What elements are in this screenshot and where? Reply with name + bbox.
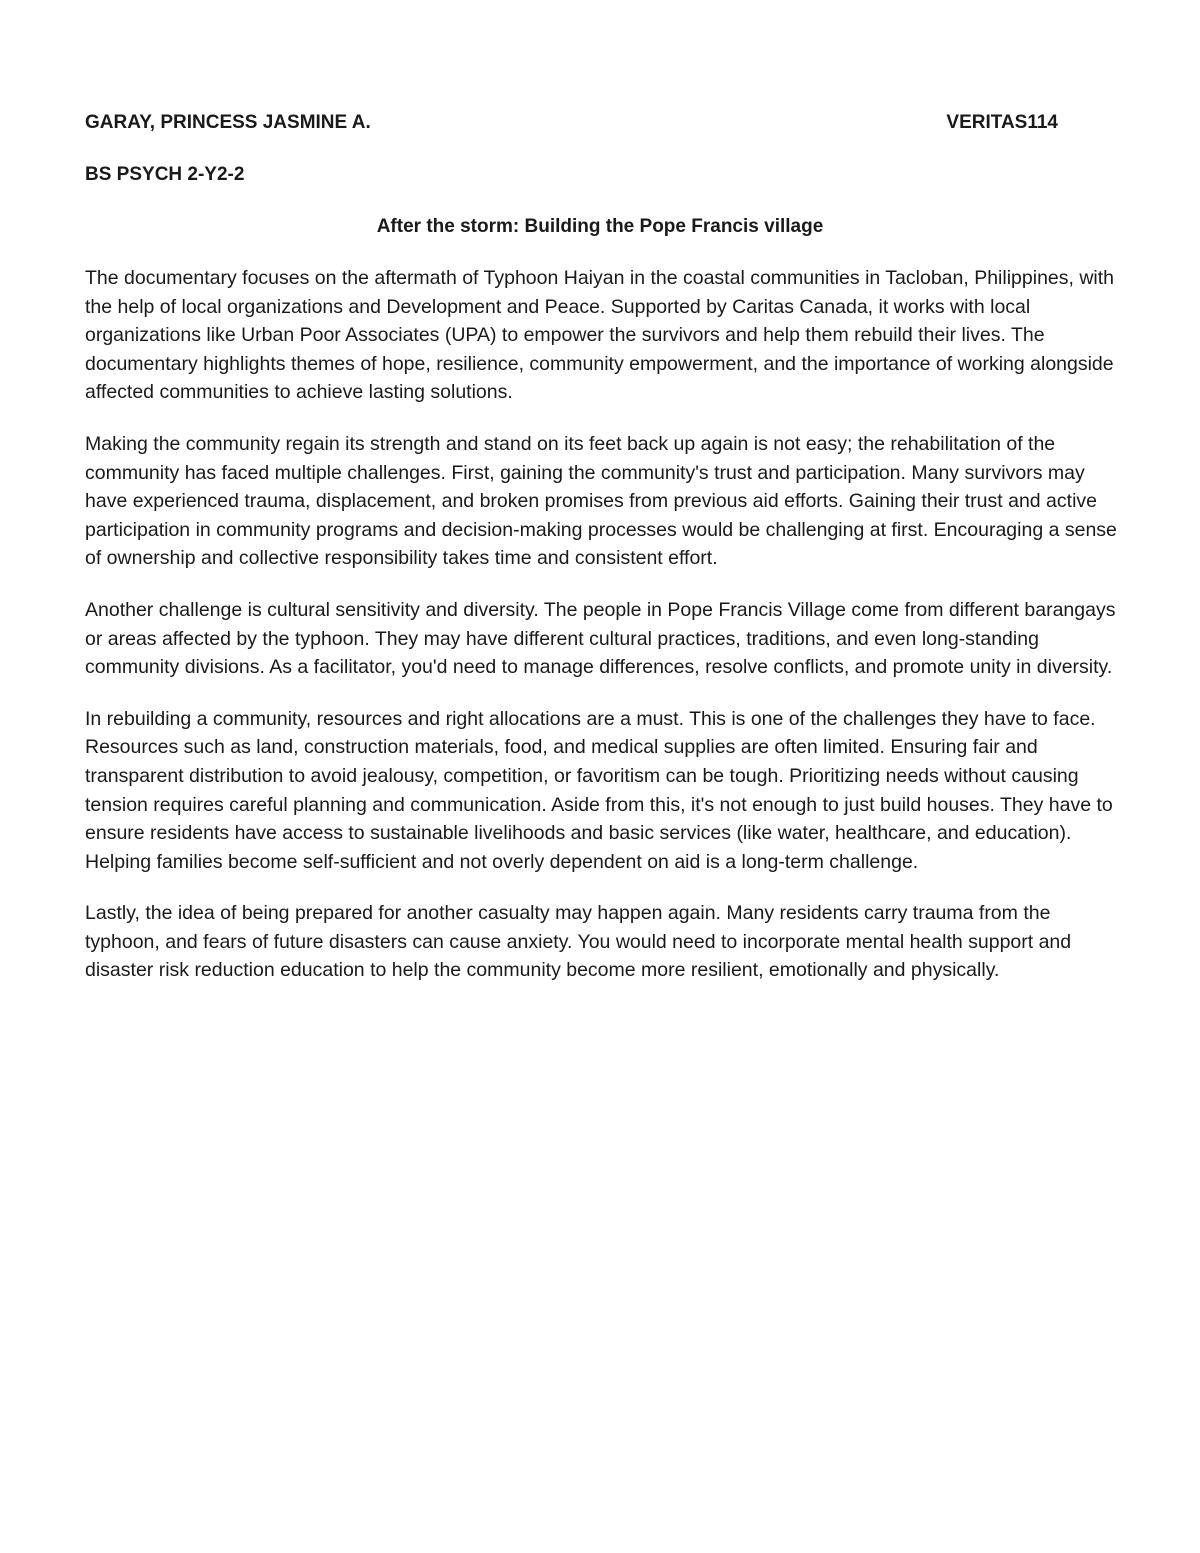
- header-row: [85, 111, 1058, 135]
- student-name: GARAY, PRINCESS JASMINE A.: [85, 112, 371, 133]
- paragraph: Making the community regain its strength and stand on its feet back up again is not easy; the rehabilitation of the community has faced multiple challenges. First, gaining the community's trust and participation. Many survivors may have experienced trauma, displacement, and broken promises from previous aid efforts. Gaining their trust and active participation in community programs and decision-making processes would be challenging at first. Encouraging a sense of ownership and collective responsibility takes time and consistent effort.: [85, 432, 1117, 570]
- paragraph: In rebuilding a community, resources and right allocations are a must. This is one of the challenges they have to face. Resources such as land, construction materials, food, and medical supplies are often limited. Ensuring fair and transparent distribution to avoid jealousy, competition, or favoritism can be tough. Prioritizing needs without causing tension requires careful planning and communication. Aside from this, it's not enough to just build houses. They have to ensure residents have access to sustainable livelihoods and basic services (like water, healthcare, and education). Helping families become self-sufficient and not overly dependent on aid is a long-term challenge.: [85, 707, 1113, 873]
- class-code: VERITAS114: [946, 112, 1058, 133]
- course-section: BS PSYCH 2-Y2-2: [85, 164, 245, 185]
- paragraph: Another challenge is cultural sensitivity and diversity. The people in Pope Francis Village come from different barangays or areas affected by the typhoon. They may have different cultural practices, traditions, and even long-standing community divisions. As a facilitator, you'd need to manage differences, resolve conflicts, and promote unity in diversity.: [85, 598, 1116, 679]
- paragraph: Lastly, the idea of being prepared for another casualty may happen again. Many residents carry trauma from the typhoon, and fears of future disasters can cause anxiety. You would need to incorporate mental health support and disaster risk reduction education to help the community become more resilient, emotionally and physically.: [85, 902, 1072, 982]
- document-title: After the storm: Building the Pope Francis village: [376, 216, 824, 237]
- document-body: [85, 264, 1117, 1008]
- paragraph: The documentary focuses on the aftermath of Typhoon Haiyan in the coastal communities in Tacloban, Philippines, with the help of local organizations and Development and Peace. Supported by Caritas Canada, it works with local organizations like Urban Poor Associates (UPA) to empower the survivors and help them rebuild their lives. The documentary highlights themes of hope, resilience, community empowerment, and the importance of working alongside affected communities to achieve lasting solutions.: [85, 267, 1115, 404]
